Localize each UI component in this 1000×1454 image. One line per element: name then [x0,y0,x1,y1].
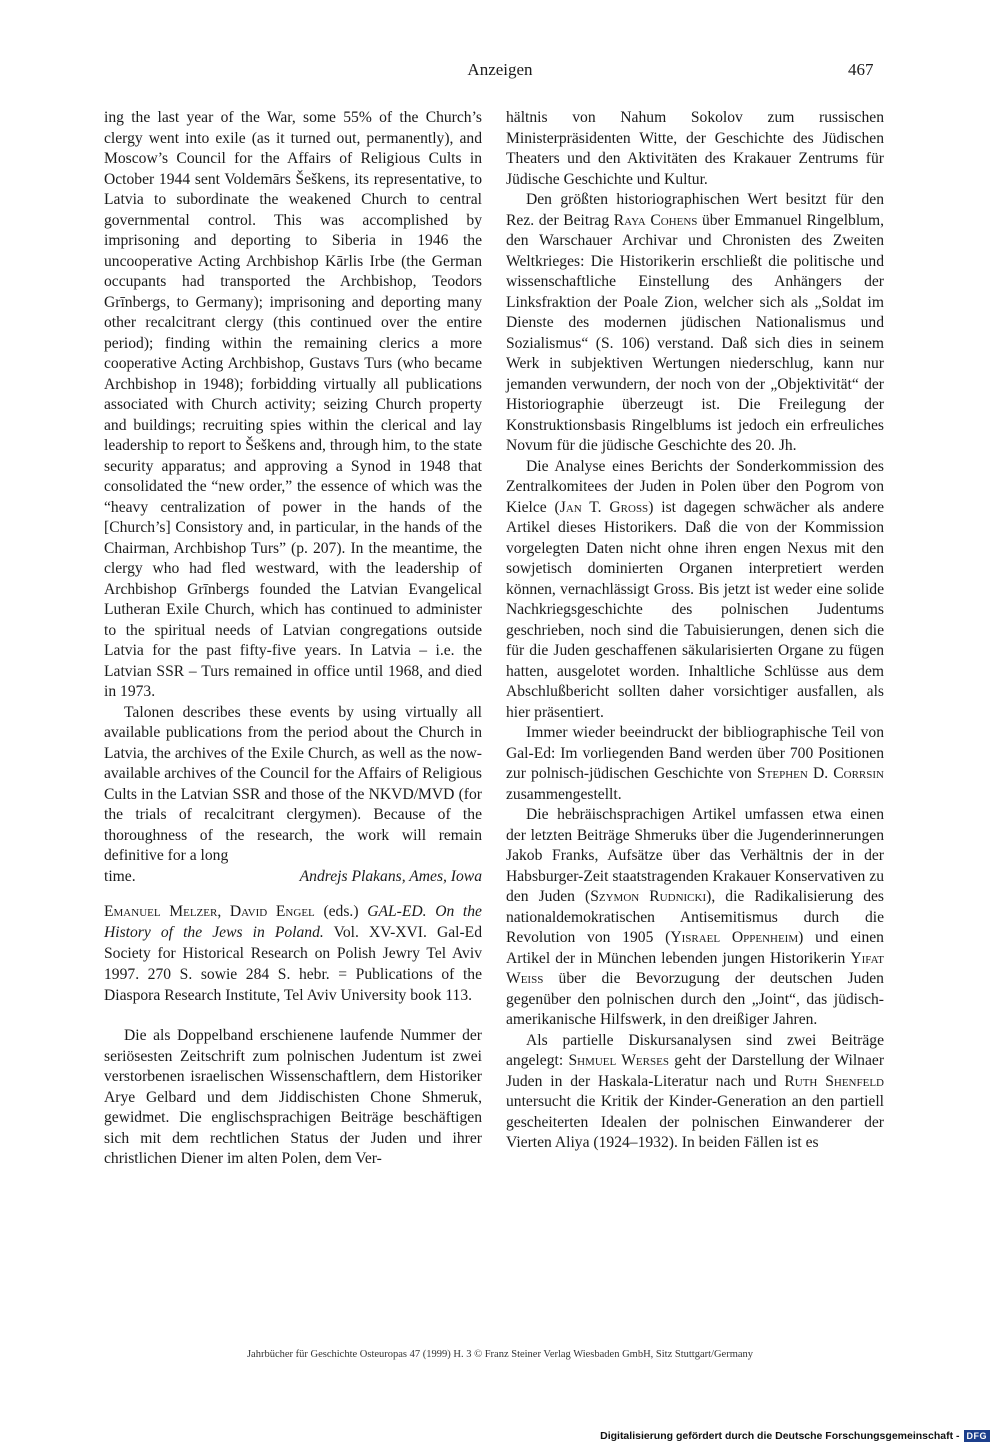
page-number: 467 [848,60,874,79]
text-run: untersucht die Kritik der Kinder-Generation an den partiell gescheiterten Idealen der polnischen Einwanderer der Vierten Aliya (1924–1932). In beiden Fällen ist es [506,1093,884,1151]
body-paragraph [506,190,884,457]
text-run: geht der Darstellung der Wilnaer Juden in der Haskala-Literatur nach und [506,1052,885,1090]
text-run: Die Analyse eines Berichts der Sonderkommission des Zentralkomitees der Juden in Polen über den Pogrom von Kielce ( [506,457,884,516]
paragraph-last-word: time. [104,867,136,885]
left-column [104,108,482,1170]
body-paragraph: Die als Doppelband erschienene laufende Nummer der seriösesten Zeitschrift zum polnischen Judentum ist zwei verstorbenen israelischen Wissenschaftlern, dem Historiker Arye Gelbard und dem Jiddischisten Chone Shmeruk, gewidmet. Die englischsprachigen Beiträge beschäftigen sich mit dem rechtlichen Status der Juden und ihrer christlichen Diener im alten Polen, dem Ver- [104,1027,482,1167]
running-title: Anzeigen [467,60,533,79]
author-name: Yisrael Oppenheim [670,929,799,946]
right-column [506,108,884,1154]
publication-footer: Jahrbücher für Geschichte Osteuropas 47 (1999) H. 3 © Franz Steiner Verlag Wiesbaden GmbH, Sitz Stuttgart/Germany [246,1349,754,1360]
citation-details: Vol. XV-XVI. Gal-Ed Society for Historical Research on Polish Jewry Tel Aviv 1997. 270 S. sowie 284 S. hebr. = Publications of the Diaspora Research Institute, Tel Aviv University book 113. [104,924,482,1004]
text-run: über die Bevorzugung der deutschen Juden gegenüber den polnischen durch den „Joint“, das jüdisch-amerikanische Hilfswerk, in den dreißiger Jahren. [506,970,884,1028]
reviewer-signature: Andrejs Plakans, Ames, Iowa [299,867,482,885]
citation-title: GAL-ED. On the History of the Jews in Poland. [104,903,482,941]
author-name: Yifat Weiss [506,949,885,987]
body-paragraph: hältnis von Nahum Sokolov zum russischen Ministerpräsidenten Witte, der Geschichte des Jüdischen Theaters und den Aktivitäten des Krakauer Zentrums für Jüdische Geschichte und Kultur. [506,109,884,188]
author-name: Jan T. Gross [559,498,649,516]
text-run: Als partielle Diskursanalysen sind zwei Beiträge angelegt: [506,1031,884,1069]
author-name: Raya Cohens [613,211,698,229]
text-run: über Emmanuel Ringelblum, den Warschauer Archivar und Chronisten des Zweiten Weltkrieges: Die Historikerin erschließt die politische und wissenschaftliche Einstellung des Anhängers der Linksfraktion der Poale Zion, welcher sich als „Soldat im Dienste des modernen jüdischen Nationalismus und Sozialismus“ (S. 106) verstand. Daß sich dies in seinem Werk in subjektiven Wertungen niederschlug, kann nur jemanden verwundern, der noch von der „Objektivität“ der Historiographie überzeugt ist. Die Freilegung der Konstruktionsbasis Ringelblums ist jedoch ein erfreuliches Novum für die jüdische Geschichte des 20. Jh. [506,211,884,454]
body-paragraph [506,457,884,724]
text-run: Immer wieder beeindruckt der bibliographische Teil von Gal-Ed: Im vorliegenden Band werden über 700 Positionen zur polnisch-jüdischen Geschichte von [506,724,884,782]
author-name: Shmuel Werses [568,1052,669,1069]
citation-editors: Emanuel Melzer, David Engel [104,903,315,920]
dfg-logo: DFG [964,1430,991,1442]
author-name: Szymon Rudnicki [590,888,707,905]
review-signature-line [104,867,482,888]
text-run: ), die Radikalisierung des nationaldemokratischen Antisemitismus durch die Revolution von 1905 ( [506,888,884,946]
text-run: Die hebräischsprachigen Artikel umfassen etwa einen der letzten Beiträge Shmeruks über die Jugenderinnerungen Jakob Franks, Aufsätze über das Verhältnis der in der Habsburger-Zeit staatstragenden Krakauer Konservativen zu den Juden ( [506,806,884,905]
text-run: ) und einen Artikel der in München lebenden jungen Historikerin [506,929,884,967]
text-run: zusammengestellt. [506,785,622,803]
body-paragraph [506,1031,884,1154]
body-paragraph: ing the last year of the War, some 55% of the Church’s clergy went into exile (as it turned out, permanently), and Moscow’s Council for the Affairs of Religious Cults in October 1944 sent Voldemārs Šeškens, its representative, to Latvia to subordinate the weakened Church to central governmental control. This was accomplished by imprisoning and deporting to Siberia in 1946 the uncooperative Acting Archbishop Kārlis Irbe (the German occupants had transported the Archbishop, Teodors Grīnbergs, to Germany); imprisoning and deporting many other recalcitrant clergy (this continued over the entire period); finding within the remaining clerics a more cooperative Acting Archbishop, Gustavs Turs (who became Archbishop in 1948); forbidding virtually all publications associated with Church activity; seizing Church property and buildings; recruiting spies within the clerical and lay leadership to report to Šeškens and, through him, to the state security apparatus; and approving a Synod in 1948 that consolidated the “new order,” the essence of which was the “heavy centralization of power in the hands of the [Church’s] Consistory and, in particular, in the hands of the Chairman, Archbishop Turs” (p. 207). In the meantime, the clergy who had fled westward, with the leadership of Archbishop Grīnbergs founded the Latvian Evangelical Lutheran Exile Church, which has continued to administer to the spiritual needs of Latvian congregations outside Latvia for the past fifty-five years. In Latvia – i.e. the Latvian SSR – Turs remained in office until 1968, and died in 1973. [104,109,482,700]
citation-eds: (eds.) [323,903,359,920]
author-name: Stephen D. Corrsin [756,765,884,782]
author-name: Ruth Shenfeld [784,1072,885,1090]
text-run: Den größten historiographischen Wert besitzt für den Rez. der Beitrag [506,191,884,229]
body-paragraph: Talonen describes these events by using virtually all available publications from the period about the Church in Latvia, the archives of the Exile Church, as well as the now-available archives of the Council for the Affairs of Religious Cults in the Latvian SSR and those of the NKVD/MVD (for the trials of recalcitrant clergymen). Because of the thoroughness of the research, the work will remain definitive for a long [104,703,482,864]
body-paragraph [506,723,884,805]
digitization-credit [600,1430,990,1442]
book-citation [104,901,482,1006]
digitization-credit-text: Digitalisierung gefördert durch die Deutsche Forschungsgemeinschaft - [600,1430,960,1442]
text-run: ) ist dagegen schwächer als andere Artikel dieses Historikers. Daß die von der Kommission vorgelegten Daten nicht ohne ihren engen Nexus mit den sowjetisch dominierten Organen interpretiert werden können, vernachlässigt Gross. Bis jetzt ist weder eine solide Nachkriegsgeschichte des polnischen Judentums geschrieben, noch sind die Tabuisierungen, denen sich die für die Juden geschaffenen säkularisierten Organe zu fügen hatten, ausgelotet worden. Inhaltliche Schlüsse aus dem Abschlußbericht sollten daher vorsichtiger ausfallen, als hier präsentiert. [506,498,885,721]
body-paragraph [506,805,884,1031]
